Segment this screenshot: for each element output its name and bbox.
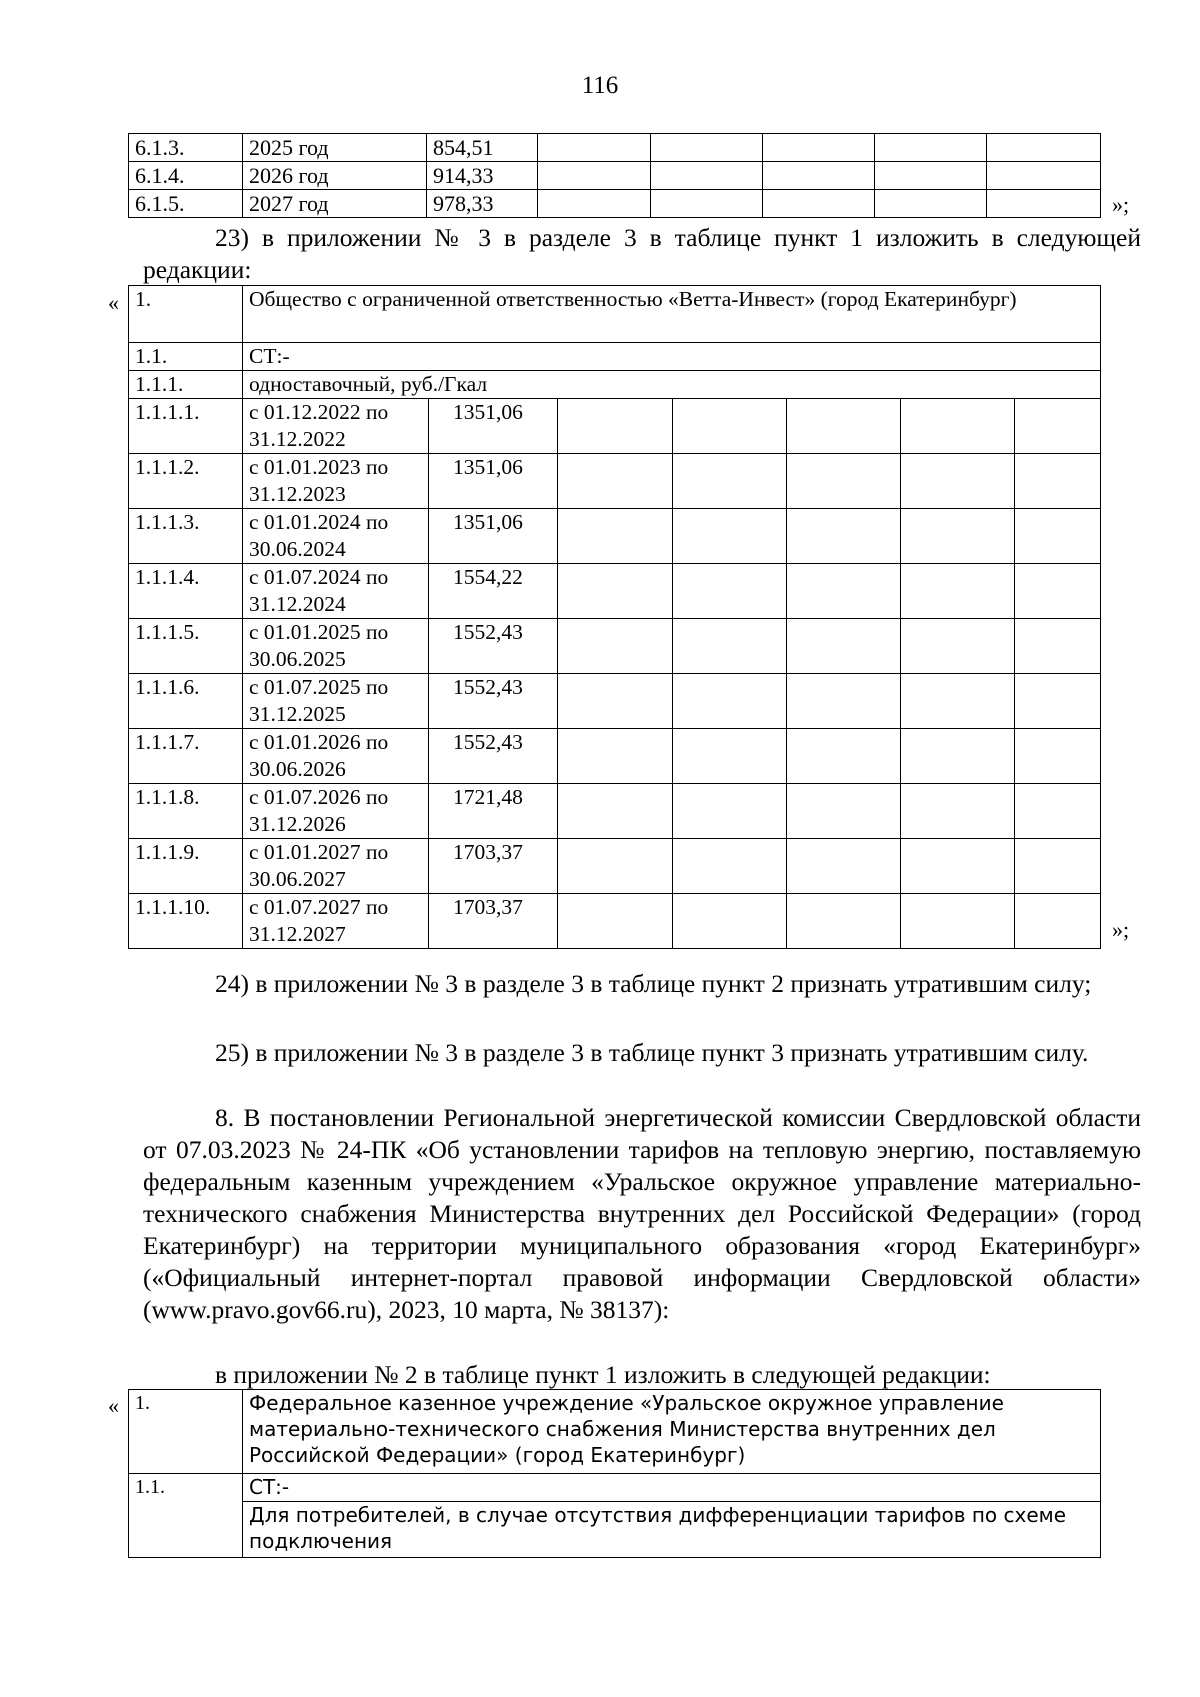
row-number: 1.1.1.2. — [129, 454, 243, 509]
empty-cell — [1015, 784, 1101, 839]
org-name-bottom: Федеральное казенное учреждение «Уральское окружное управление материально-технического снабжения Министерства внутренних дел Российской Федерации» (город Екатеринбург) — [243, 1390, 1101, 1474]
empty-cell — [558, 399, 673, 454]
row-number: 1.1.1.5. — [129, 619, 243, 674]
st-label: СТ:- — [243, 343, 1101, 371]
empty-cell — [763, 134, 875, 162]
row-period: с 01.01.2025 по 30.06.2025 — [243, 619, 429, 674]
empty-cell — [901, 399, 1015, 454]
empty-cell — [901, 674, 1015, 729]
paragraph-appendix-2: в приложении № 2 в таблице пункт 1 изложить в следующей редакции: — [215, 1360, 991, 1389]
empty-cell — [901, 454, 1015, 509]
row-number: 6.1.4. — [129, 162, 243, 190]
row-number: 1.1.1.1. — [129, 399, 243, 454]
table-row — [129, 162, 1101, 190]
empty-cell — [1015, 729, 1101, 784]
row-value: 914,33 — [427, 162, 538, 190]
row-value: 1552,43 — [429, 729, 558, 784]
empty-cell — [673, 509, 787, 564]
empty-cell — [558, 839, 673, 894]
row-value: 1554,22 — [429, 564, 558, 619]
row-value: 1703,37 — [429, 839, 558, 894]
empty-cell — [787, 454, 901, 509]
rate-number: 1.1.1. — [129, 371, 243, 399]
empty-cell — [787, 564, 901, 619]
row-period: с 01.07.2025 по 31.12.2025 — [243, 674, 429, 729]
row-period: с 01.07.2024 по 31.12.2024 — [243, 564, 429, 619]
empty-cell — [787, 729, 901, 784]
empty-cell — [673, 729, 787, 784]
empty-cell — [673, 399, 787, 454]
row-value: 1552,43 — [429, 674, 558, 729]
row-value: 1703,37 — [429, 894, 558, 949]
page-number: 116 — [581, 72, 619, 99]
table-row — [129, 729, 1101, 784]
table-row — [129, 454, 1101, 509]
table-row — [129, 509, 1101, 564]
row-number: 1.1.1.4. — [129, 564, 243, 619]
row-value: 1351,06 — [429, 399, 558, 454]
empty-cell — [1015, 894, 1101, 949]
empty-cell — [787, 839, 901, 894]
row-period: с 01.07.2026 по 31.12.2026 — [243, 784, 429, 839]
row-value: 1351,06 — [429, 454, 558, 509]
empty-cell — [558, 454, 673, 509]
empty-cell — [673, 619, 787, 674]
empty-cell — [1015, 564, 1101, 619]
table-row — [129, 674, 1101, 729]
row-number: 6.1.3. — [129, 134, 243, 162]
empty-cell — [987, 190, 1101, 218]
empty-cell — [651, 134, 763, 162]
row-value: 854,51 — [427, 134, 538, 162]
empty-cell — [787, 399, 901, 454]
closing-quote-main: »; — [1112, 917, 1130, 942]
empty-cell — [651, 162, 763, 190]
empty-cell — [651, 190, 763, 218]
row-period: с 01.01.2023 по 31.12.2023 — [243, 454, 429, 509]
table-row — [129, 784, 1101, 839]
empty-cell — [1015, 674, 1101, 729]
empty-cell — [875, 190, 987, 218]
opening-quote-bottom: « — [108, 1393, 119, 1418]
closing-quote: »; — [1112, 192, 1130, 217]
table-row — [129, 564, 1101, 619]
consumers-label: Для потребителей, в случае отсутствия дифференциации тарифов по схеме подключения — [243, 1502, 1101, 1558]
table-row — [129, 619, 1101, 674]
empty-cell — [875, 162, 987, 190]
table-row — [129, 894, 1101, 949]
empty-cell — [787, 894, 901, 949]
fku-tariff-table — [128, 1389, 1101, 1558]
row-number: 1.1.1.3. — [129, 509, 243, 564]
empty-cell — [763, 162, 875, 190]
row-number: 1.1.1.10. — [129, 894, 243, 949]
empty-cell — [1015, 509, 1101, 564]
empty-cell — [673, 894, 787, 949]
empty-cell — [558, 674, 673, 729]
rate-label: одноставочный, руб./Гкал — [243, 371, 1101, 399]
row-number: 1.1.1.8. — [129, 784, 243, 839]
empty-cell — [901, 564, 1015, 619]
row-period: с 01.01.2026 по 30.06.2026 — [243, 729, 429, 784]
empty-cell — [1015, 839, 1101, 894]
empty-cell — [673, 784, 787, 839]
empty-cell — [787, 509, 901, 564]
empty-cell — [673, 674, 787, 729]
empty-cell — [538, 190, 651, 218]
row-period: с 01.07.2027 по 31.12.2027 — [243, 894, 429, 949]
row-number: 1.1.1.6. — [129, 674, 243, 729]
empty-cell — [558, 619, 673, 674]
empty-cell — [901, 894, 1015, 949]
empty-cell — [1015, 619, 1101, 674]
empty-cell — [787, 784, 901, 839]
row-year: 2025 год — [243, 134, 427, 162]
row-number: 1.1.1.9. — [129, 839, 243, 894]
paragraph-24: 24) в приложении № 3 в разделе 3 в таблице пункт 2 признать утратившим силу; — [215, 969, 1092, 998]
row-value: 1721,48 — [429, 784, 558, 839]
row-period: с 01.01.2027 по 30.06.2027 — [243, 839, 429, 894]
empty-cell — [558, 729, 673, 784]
row-value: 978,33 — [427, 190, 538, 218]
empty-cell — [558, 784, 673, 839]
vetta-invest-tariff-table — [128, 285, 1101, 949]
st-label-bottom: СТ:- — [243, 1474, 1101, 1502]
empty-cell — [558, 564, 673, 619]
empty-cell — [901, 619, 1015, 674]
org-name: Общество с ограниченной ответственностью «Ветта-Инвест» (город Екатеринбург) — [243, 286, 1101, 343]
tariff-table-continued — [128, 133, 1101, 218]
row-value: 1552,43 — [429, 619, 558, 674]
empty-cell — [1015, 454, 1101, 509]
row-period: с 01.01.2024 по 30.06.2024 — [243, 509, 429, 564]
st-number-bottom: 1.1. — [129, 1474, 243, 1558]
empty-cell — [673, 839, 787, 894]
table-row — [129, 190, 1101, 218]
empty-cell — [787, 674, 901, 729]
empty-cell — [558, 509, 673, 564]
paragraph-8: 8. В постановлении Региональной энергетической комиссии Свердловской области от 07.03.2023 № 24-ПК «Об установлении тарифов на тепловую энергию, поставляемую федеральным казенным учреждением «Уральское окружное управление материально-технического снабжения Министерства внутренних дел Российской Федерации» (город Екатеринбург) на территории муниципального образования «город Екатеринбург» («Официальный интернет-портал правовой информации Свердловской области» (www.pravo.gov66.ru), 2023, 10 марта, № 38137): — [143, 1103, 1141, 1324]
org-number-bottom: 1. — [129, 1390, 243, 1474]
empty-cell — [987, 162, 1101, 190]
opening-quote: « — [108, 290, 119, 315]
empty-cell — [901, 509, 1015, 564]
empty-cell — [673, 564, 787, 619]
empty-cell — [763, 190, 875, 218]
paragraph-25: 25) в приложении № 3 в разделе 3 в таблице пункт 3 признать утратившим силу. — [215, 1038, 1089, 1067]
row-year: 2026 год — [243, 162, 427, 190]
empty-cell — [901, 839, 1015, 894]
org-number: 1. — [129, 286, 243, 343]
empty-cell — [538, 134, 651, 162]
row-number: 6.1.5. — [129, 190, 243, 218]
empty-cell — [787, 619, 901, 674]
paragraph-23: 23) в приложении № 3 в разделе 3 в таблице пункт 1 изложить в следующей редакции: — [143, 223, 1141, 284]
row-value: 1351,06 — [429, 509, 558, 564]
table-row — [129, 134, 1101, 162]
empty-cell — [901, 784, 1015, 839]
table-row — [129, 399, 1101, 454]
row-period: с 01.12.2022 по 31.12.2022 — [243, 399, 429, 454]
empty-cell — [673, 454, 787, 509]
empty-cell — [538, 162, 651, 190]
table-row — [129, 839, 1101, 894]
empty-cell — [901, 729, 1015, 784]
empty-cell — [558, 894, 673, 949]
empty-cell — [987, 134, 1101, 162]
empty-cell — [875, 134, 987, 162]
empty-cell — [1015, 399, 1101, 454]
st-number: 1.1. — [129, 343, 243, 371]
row-year: 2027 год — [243, 190, 427, 218]
row-number: 1.1.1.7. — [129, 729, 243, 784]
